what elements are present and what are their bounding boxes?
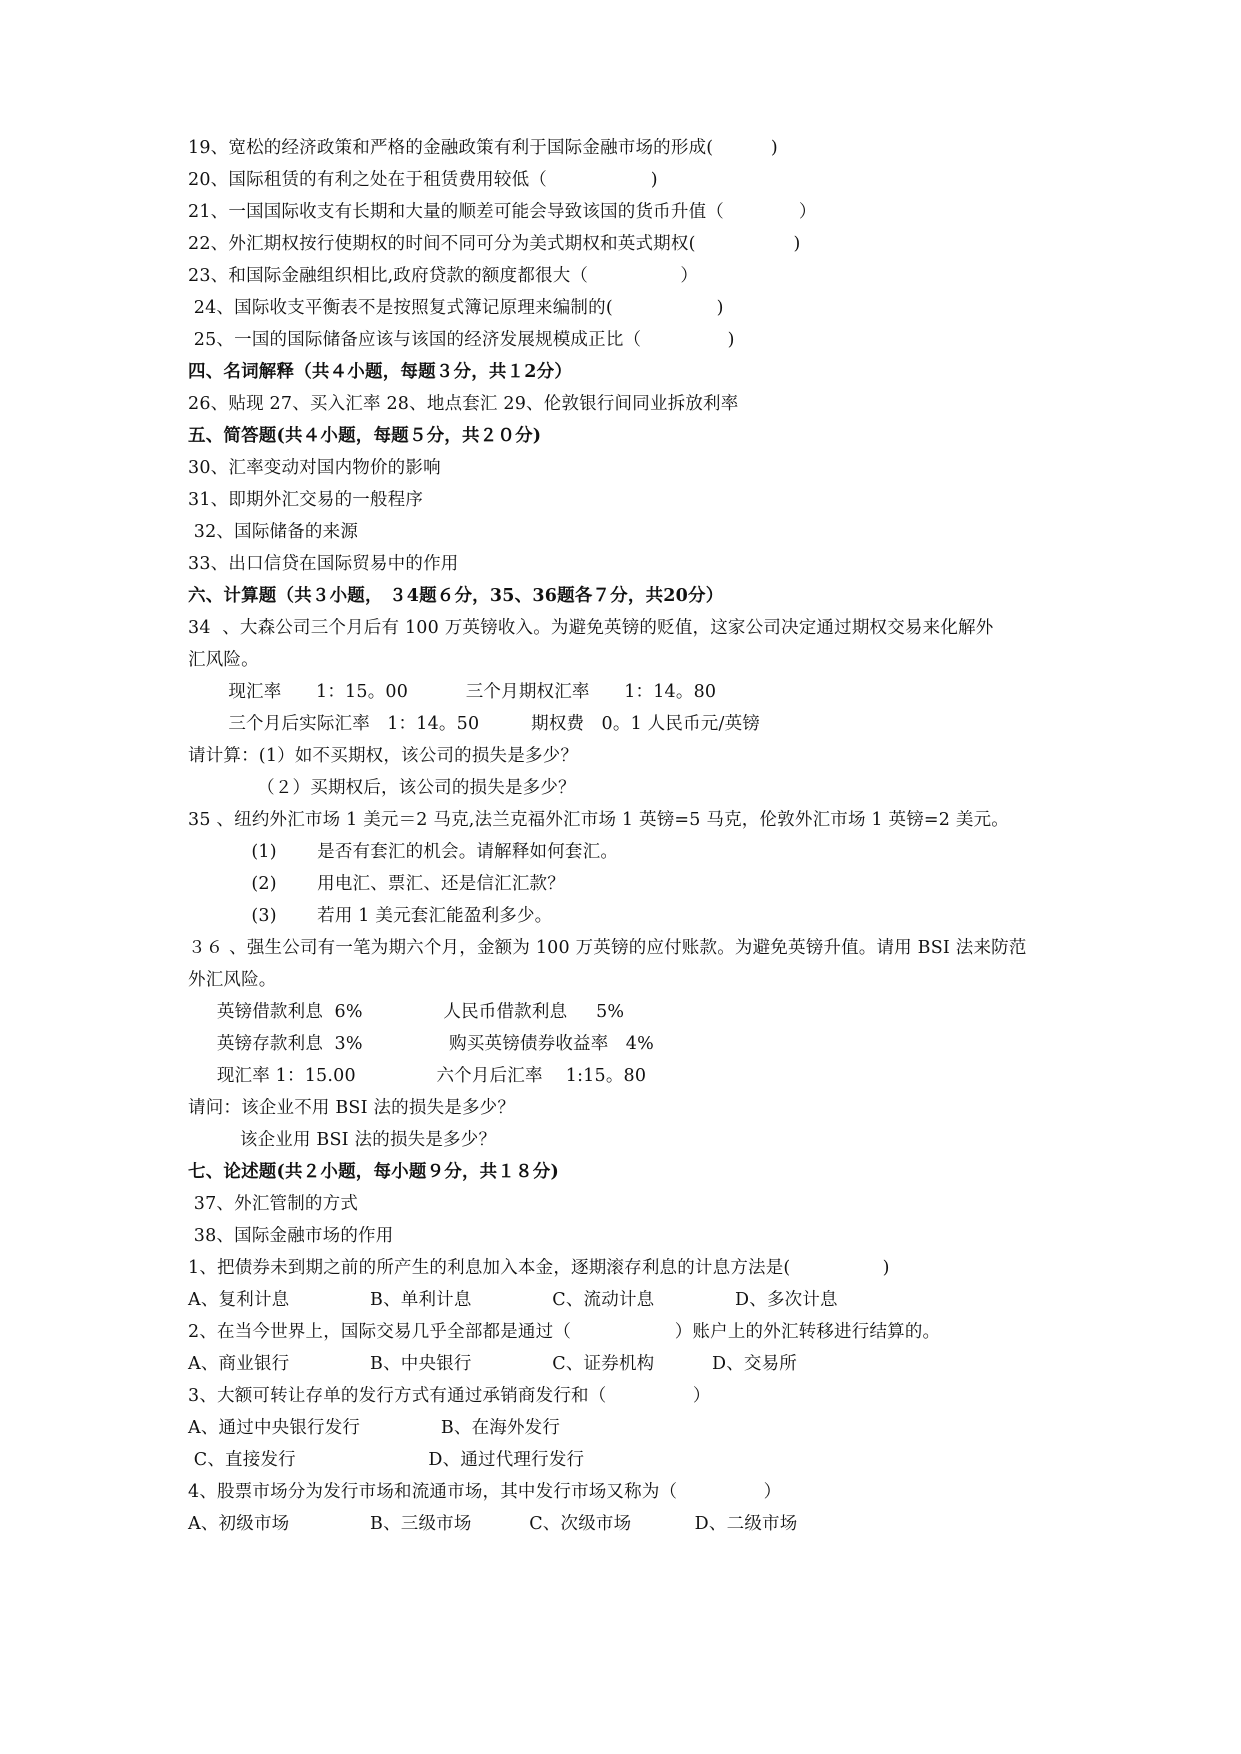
terms-list: 26、贴现 27、买入汇率 28、地点套汇 29、伦敦银行间同业拆放利率 — [188, 394, 739, 414]
question-19: 19、宽松的经济政策和严格的金融政策有利于国际金融市场的形成( ) — [188, 138, 778, 158]
section-heading-calculation: 六、计算题（共３小题， ３4题６分，35、36题各７分，共20分） — [188, 586, 724, 606]
mc-question-2: 2、在当今世界上，国际交易几乎全部都是通过（ ）账户上的外汇转移进行结算的。 — [188, 1322, 941, 1342]
question-36-cont: 外汇风险。 — [188, 970, 277, 990]
mc-options-3b: C、直接发行 D、通过代理行发行 — [188, 1450, 585, 1470]
question-35-sub-1: (1) 是否有套汇的机会。请解释如何套汇。 — [188, 842, 619, 862]
question-22: 22、外汇期权按行使期权的时间不同可分为美式期权和英式期权( ) — [188, 234, 801, 254]
section-heading-short-answer: 五、简答题(共４小题，每题５分，共２０分) — [188, 426, 542, 446]
mc-options-4: A、初级市场 B、三级市场 C、次级市场 D、二级市场 — [188, 1514, 798, 1534]
question-34-rates-1: 现汇率 1：15。00 三个月期权汇率 1：14。80 — [188, 682, 717, 702]
question-36-rates-2: 英镑存款利息 3% 购买英镑债券收益率 4% — [188, 1034, 654, 1054]
question-20: 20、国际租赁的有利之处在于租赁费用较低（ ) — [188, 170, 658, 190]
question-25: 25、一国的国际储备应该与该国的经济发展规模成正比（ ) — [188, 330, 735, 350]
mc-options-2: A、商业银行 B、中央银行 C、证券机构 D、交易所 — [188, 1354, 798, 1374]
question-36-rates-1: 英镑借款利息 6% 人民币借款利息 5% — [188, 1002, 625, 1022]
mc-question-3: 3、大额可转让存单的发行方式有通过承销商发行和（ ） — [188, 1386, 711, 1406]
question-34-cont: 汇风险。 — [188, 650, 259, 670]
question-35: 35 、纽约外汇市场 1 美元＝2 马克,法兰克福外汇市场 1 英镑=5 马克，伦敦外汇市场 1 英镑=2 美元。 — [188, 810, 1009, 830]
question-34: 34 、大森公司三个月后有 100 万英镑收入。为避免英镑的贬值，这家公司决定通过期权交易来化解外 — [188, 618, 994, 638]
mc-options-3a: A、通过中央银行发行 B、在海外发行 — [188, 1418, 561, 1438]
question-35-sub-3: (3) 若用 1 美元套汇能盈利多少。 — [188, 906, 553, 926]
question-38: 38、国际金融市场的作用 — [188, 1226, 394, 1246]
question-30: 30、汇率变动对国内物价的影响 — [188, 458, 441, 478]
mc-question-1: 1、把债券未到期之前的所产生的利息加入本金，逐期滚存利息的计息方法是( ) — [188, 1258, 890, 1278]
question-32: 32、国际储备的来源 — [188, 522, 359, 542]
question-36-ask-1: 请问：该企业不用 BSI 法的损失是多少？ — [188, 1098, 516, 1118]
question-33: 33、出口信贷在国际贸易中的作用 — [188, 554, 459, 574]
question-24: 24、国际收支平衡表不是按照复式簿记原理来编制的( ) — [188, 298, 724, 318]
question-21: 21、一国国际收支有长期和大量的顺差可能会导致该国的货币升值（ ） — [188, 202, 817, 222]
section-heading-essay: 七、论述题(共２小题，每小题９分，共１８分) — [188, 1162, 559, 1182]
question-37: 37、外汇管制的方式 — [188, 1194, 359, 1214]
question-31: 31、即期外汇交易的一般程序 — [188, 490, 424, 510]
section-heading-terms: 四、名词解释（共４小题，每题３分，共１2分） — [188, 362, 573, 382]
question-36: ３６ 、强生公司有一笔为期六个月，金额为 100 万英镑的应付账款。为避免英镑升值。请用 BSI 法来防范 — [188, 938, 1027, 958]
question-34-ask-2: （２）买期权后，该公司的损失是多少？ — [188, 778, 576, 798]
question-23: 23、和国际金融组织相比,政府贷款的额度都很大（ ） — [188, 266, 699, 286]
question-34-ask-1: 请计算：(1）如不买期权，该公司的损失是多少？ — [188, 746, 579, 766]
mc-question-4: 4、股票市场分为发行市场和流通市场，其中发行市场又称为（ ） — [188, 1482, 782, 1502]
mc-options-1: A、复利计息 B、单利计息 C、流动计息 D、多次计息 — [188, 1290, 838, 1310]
question-34-rates-2: 三个月后实际汇率 1：14。50 期权费 0。1 人民币元/英镑 — [188, 714, 760, 734]
question-35-sub-2: (2) 用电汇、票汇、还是信汇汇款？ — [188, 874, 565, 894]
question-36-ask-2: 该企业用 BSI 法的损失是多少？ — [188, 1130, 497, 1150]
question-36-rates-3: 现汇率 1：15.00 六个月后汇率 1:15。80 — [188, 1066, 647, 1086]
